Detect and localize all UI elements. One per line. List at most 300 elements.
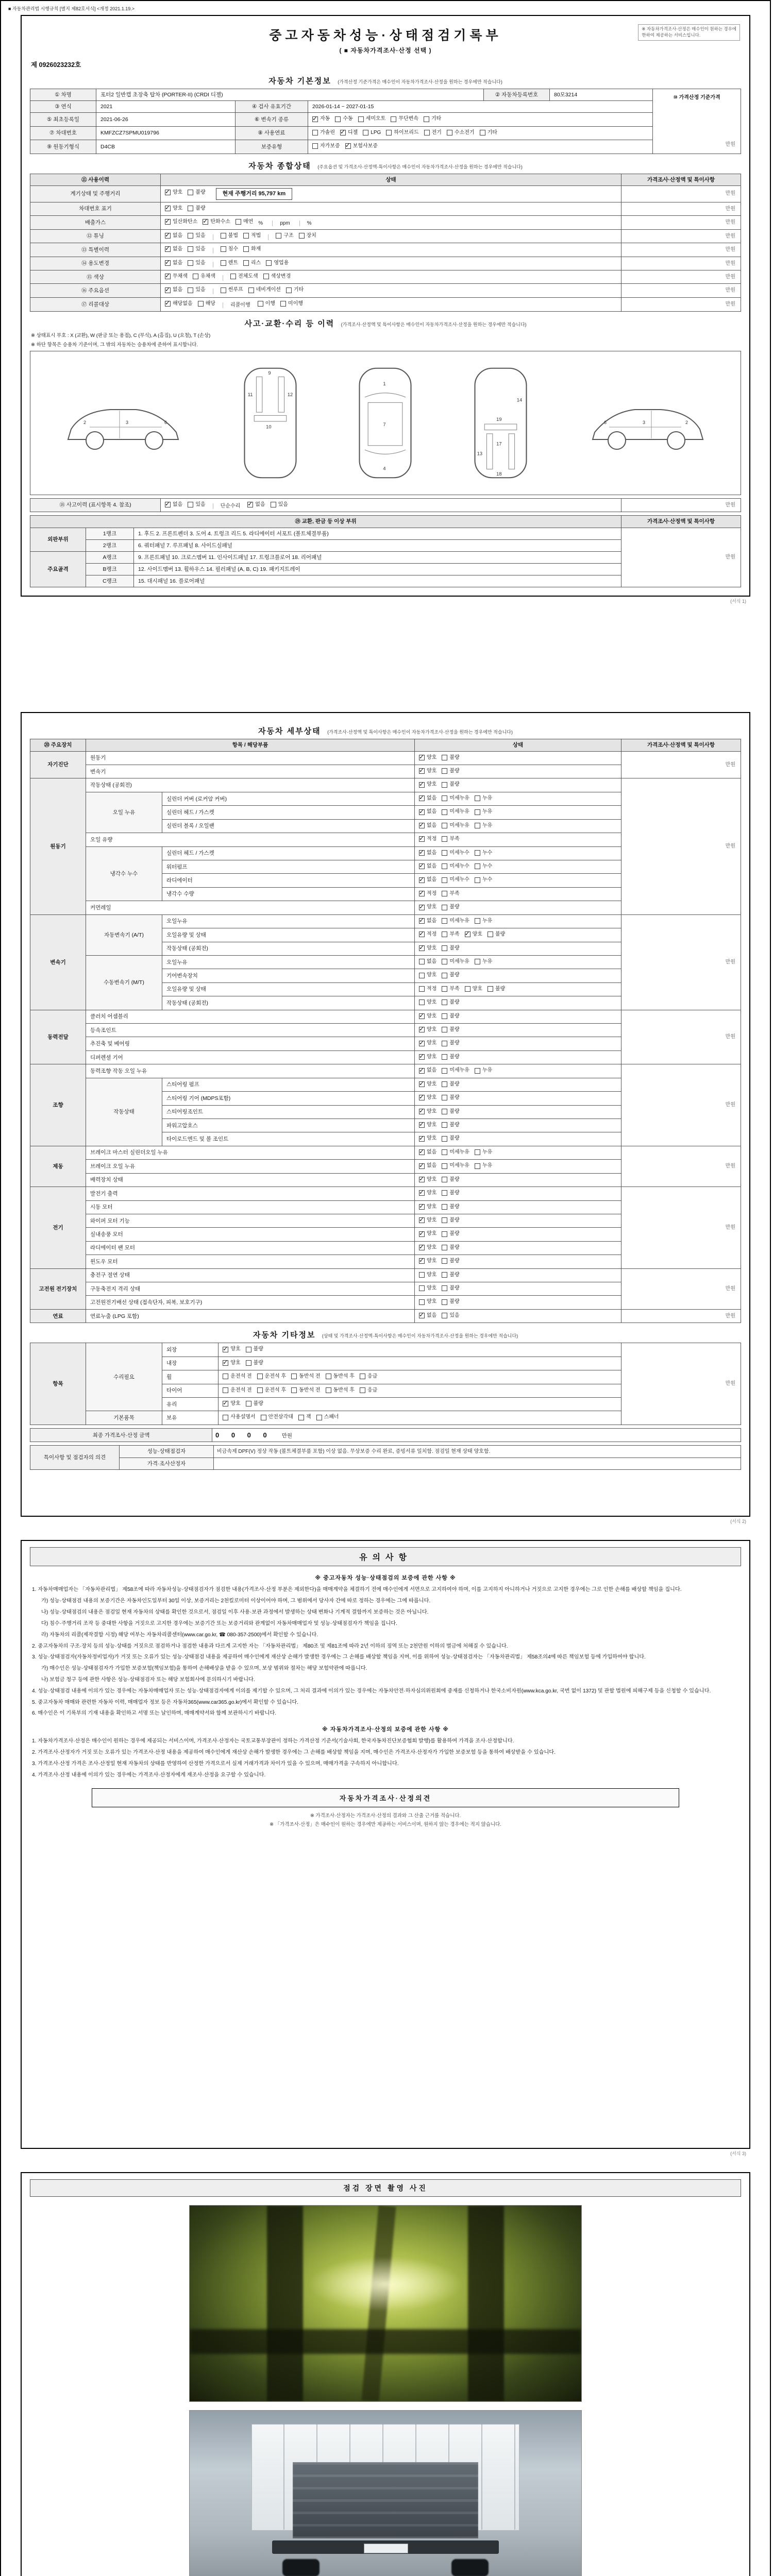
checkbox-양호[interactable] bbox=[419, 1298, 436, 1306]
checkbox-미세누유[interactable] bbox=[442, 1067, 469, 1074]
checkbox-스패너[interactable] bbox=[316, 1414, 339, 1421]
group-label: 조향 bbox=[30, 1064, 86, 1146]
checkbox-icon bbox=[442, 973, 447, 978]
detail-row bbox=[30, 1010, 741, 1023]
group-label: 변속기 bbox=[30, 914, 86, 1010]
checkbox-디젤[interactable] bbox=[340, 129, 358, 137]
notice-paragraph: 다) 침수·주행거리 조작 등 중대한 사항을 거짓으로 고지한 경우에는 보증기간 또는 보증거리와 관계없이 자동차매매업자 및 성능·상태점검자가 책임을 집니다. bbox=[41, 1620, 397, 1626]
checkbox-일산화탄소[interactable] bbox=[165, 218, 197, 226]
checkbox-미세누수[interactable] bbox=[442, 876, 469, 884]
checkbox-있음[interactable] bbox=[188, 286, 205, 294]
checkbox-label: 장치 bbox=[306, 232, 316, 239]
checkbox-icon bbox=[475, 1068, 480, 1074]
detail-row bbox=[30, 751, 741, 765]
checkbox-양호[interactable] bbox=[419, 999, 436, 1006]
remarks-row-appraiser bbox=[30, 1458, 741, 1469]
svg-text:10: 10 bbox=[266, 424, 272, 430]
vehicle-name-label: ① 차명 bbox=[30, 89, 96, 101]
checkbox-icon bbox=[360, 1387, 365, 1393]
checkbox-label: 양호 bbox=[472, 931, 482, 938]
checkbox-icon bbox=[442, 1299, 447, 1305]
item-label: 디퍼렌셜 기어 bbox=[86, 1050, 415, 1064]
checkbox-누수[interactable] bbox=[475, 876, 492, 884]
remarks-table bbox=[30, 1445, 741, 1469]
checkbox-장치[interactable] bbox=[299, 232, 316, 240]
checkbox-양호[interactable] bbox=[419, 1026, 436, 1033]
basic-row-engine bbox=[30, 140, 741, 154]
checkbox-불량[interactable] bbox=[442, 972, 459, 979]
item-state bbox=[415, 1037, 621, 1050]
checkbox-미세누수[interactable] bbox=[442, 863, 469, 870]
checkbox-미이행[interactable] bbox=[280, 300, 303, 308]
checkbox-미세누유[interactable] bbox=[442, 822, 469, 829]
checkbox-label: 잭 bbox=[306, 1414, 311, 1420]
item-label: 동력조향 작동 오일 누유 bbox=[86, 1064, 415, 1078]
checkbox-불량[interactable] bbox=[442, 754, 459, 761]
item-label: 시동 모터 bbox=[86, 1200, 415, 1214]
checkbox-불량[interactable] bbox=[442, 1190, 459, 1197]
checkbox-부족[interactable] bbox=[442, 986, 459, 993]
checkbox-자가보증[interactable] bbox=[312, 143, 340, 150]
appraiser-remark bbox=[214, 1458, 741, 1469]
checkbox-불량[interactable] bbox=[188, 205, 205, 212]
checkbox-불량[interactable] bbox=[246, 1400, 263, 1408]
checkbox-icon bbox=[257, 1374, 263, 1379]
checkbox-label: 스패너 bbox=[324, 1414, 339, 1420]
svg-text:17: 17 bbox=[496, 441, 502, 447]
checkbox-label: 매연 bbox=[243, 219, 254, 225]
checkbox-양호[interactable] bbox=[419, 1040, 436, 1047]
item-label: 기어변속장치 bbox=[162, 969, 415, 982]
checkbox-없음[interactable] bbox=[419, 1067, 436, 1074]
checkbox-미세누유[interactable] bbox=[442, 1162, 469, 1170]
checkbox-기타[interactable] bbox=[424, 115, 441, 123]
checkbox-없음[interactable] bbox=[419, 863, 436, 870]
item-label: 구동축전지 격리 상태 bbox=[86, 1282, 415, 1296]
transmission-options bbox=[308, 113, 653, 126]
checkbox-불량[interactable] bbox=[442, 999, 459, 1006]
checkbox-label: 불량 bbox=[449, 1081, 460, 1087]
checkbox-양호[interactable] bbox=[419, 1285, 436, 1292]
engine-type-value: D4CB bbox=[96, 140, 236, 154]
checkbox-누수[interactable] bbox=[475, 863, 492, 870]
checkbox-수동[interactable] bbox=[335, 115, 352, 123]
checkbox-불량[interactable] bbox=[442, 1258, 459, 1265]
checkbox-없음[interactable] bbox=[419, 1149, 436, 1156]
checkbox-있음[interactable] bbox=[188, 260, 205, 267]
detail-header bbox=[30, 725, 741, 736]
appraiser-role-label: 가격·조사산정자 bbox=[120, 1458, 214, 1469]
checkbox-icon bbox=[419, 1217, 425, 1223]
checkbox-미세누유[interactable] bbox=[442, 918, 469, 925]
checkbox-기타[interactable] bbox=[480, 129, 497, 137]
checkbox-불량[interactable] bbox=[442, 1040, 459, 1047]
checkbox-없음[interactable] bbox=[247, 501, 265, 509]
checkbox-icon bbox=[188, 260, 193, 266]
checkbox-불량[interactable] bbox=[442, 1094, 459, 1101]
checkbox-label: 무채색 bbox=[173, 274, 188, 280]
checkbox-icon bbox=[419, 809, 425, 815]
checkbox-없음[interactable] bbox=[419, 808, 436, 816]
item-label: 타이어 bbox=[162, 1384, 219, 1397]
checkbox-label: 자동 bbox=[320, 116, 330, 122]
svg-text:3: 3 bbox=[126, 419, 129, 425]
item-state bbox=[415, 778, 621, 792]
checkbox-있음[interactable] bbox=[188, 246, 205, 253]
checkbox-응급[interactable] bbox=[360, 1373, 377, 1380]
checkbox-label: 양호 bbox=[472, 986, 482, 992]
item-label: 실린더 커버 (로커암 커버) bbox=[162, 792, 415, 805]
checkbox-수소전기[interactable] bbox=[447, 129, 475, 137]
checkbox-사용설명서[interactable] bbox=[223, 1414, 255, 1421]
checkbox-없음[interactable] bbox=[165, 246, 182, 253]
checkbox-미세누유[interactable] bbox=[442, 808, 469, 816]
checkbox-불량[interactable] bbox=[442, 1108, 459, 1115]
subgroup-label: 자동변속기 (A/T) bbox=[86, 914, 162, 955]
basic-info-subtitle: (가격산정 기준가격은 매수인이 자동차가격조사·산정을 원하는 경우에만 적습니다) bbox=[338, 79, 502, 84]
overall-row-label: ⑯ 주요옵션 bbox=[30, 284, 161, 297]
checkbox-안전삼각대[interactable] bbox=[261, 1414, 293, 1421]
checkbox-양호[interactable] bbox=[419, 1190, 436, 1197]
checkbox-불량[interactable] bbox=[488, 986, 505, 993]
checkbox-icon bbox=[442, 809, 447, 815]
checkbox-양호[interactable] bbox=[419, 781, 436, 788]
checkbox-label: 미세누수 bbox=[449, 863, 469, 869]
item-label: 스티어링조인트 bbox=[162, 1105, 415, 1118]
checkbox-가솔린[interactable] bbox=[312, 129, 335, 137]
checkbox-icon bbox=[419, 755, 425, 760]
checkbox-탄화수소[interactable] bbox=[203, 218, 230, 226]
checkbox-불량[interactable] bbox=[442, 1176, 459, 1183]
checkbox-세미오토[interactable] bbox=[358, 115, 386, 123]
checkbox-부족[interactable] bbox=[442, 836, 459, 843]
checkbox-양호[interactable] bbox=[223, 1400, 240, 1408]
checkbox-누유[interactable] bbox=[475, 1149, 492, 1156]
checkbox-없음[interactable] bbox=[419, 918, 436, 925]
checkbox-기타[interactable] bbox=[286, 286, 304, 294]
checkbox-label: 불량 bbox=[449, 782, 460, 788]
checkbox-불량[interactable] bbox=[442, 1026, 459, 1033]
inline-text: 단순수리 bbox=[220, 503, 241, 509]
checkbox-양호[interactable] bbox=[419, 1081, 436, 1088]
checkbox-잭[interactable] bbox=[298, 1414, 311, 1421]
checkbox-유채색[interactable] bbox=[193, 273, 215, 280]
checkbox-양호[interactable] bbox=[165, 189, 182, 196]
checkbox-없음[interactable] bbox=[165, 286, 182, 294]
checkbox-icon bbox=[419, 877, 425, 883]
checkbox-있음[interactable] bbox=[271, 501, 288, 509]
checkbox-icon bbox=[419, 931, 425, 937]
checkbox-있음[interactable] bbox=[188, 501, 205, 509]
svg-text:9: 9 bbox=[268, 370, 271, 376]
final-price-row bbox=[30, 1428, 741, 1442]
checkbox-없음[interactable] bbox=[419, 958, 436, 965]
checkbox-동반석 후[interactable] bbox=[326, 1373, 355, 1380]
checkbox-불량[interactable] bbox=[442, 1135, 459, 1142]
reg-no-label: ② 자동차등록번호 bbox=[484, 89, 550, 101]
checkbox-양호[interactable] bbox=[419, 1013, 436, 1020]
page-mark-3: (서식 3) bbox=[730, 2151, 746, 2157]
checkbox-불량[interactable] bbox=[246, 1346, 263, 1353]
checkbox-양호[interactable] bbox=[419, 1204, 436, 1211]
checkbox-label: 양호 bbox=[427, 1299, 437, 1305]
checkbox-icon bbox=[419, 1313, 425, 1318]
inline-text: 리콜이행 bbox=[230, 302, 250, 309]
checkbox-label: 불량 bbox=[449, 1013, 460, 1019]
checkbox-양호[interactable] bbox=[465, 931, 482, 938]
checkbox-적정[interactable] bbox=[419, 931, 436, 938]
checkbox-label: 침수 bbox=[228, 246, 238, 252]
checkbox-부족[interactable] bbox=[442, 931, 459, 938]
photo-work-light bbox=[307, 2257, 464, 2311]
checkbox-icon bbox=[236, 219, 241, 225]
checkbox-양호[interactable] bbox=[419, 1054, 436, 1061]
checkbox-불량[interactable] bbox=[442, 781, 459, 788]
checkbox-미세누수[interactable] bbox=[442, 850, 469, 857]
checkbox-불량[interactable] bbox=[442, 945, 459, 952]
checkbox-불량[interactable] bbox=[442, 1204, 459, 1211]
subgroup-label: 냉각수 누수 bbox=[86, 846, 162, 901]
group-price: 만원 bbox=[621, 1268, 741, 1309]
checkbox-해당없음[interactable] bbox=[165, 300, 193, 308]
car-diagram-top-front bbox=[238, 364, 303, 482]
svg-text:3: 3 bbox=[642, 419, 645, 425]
checkbox-양호[interactable] bbox=[419, 945, 436, 952]
checkbox-적정[interactable] bbox=[419, 890, 436, 897]
checkbox-label: 전체도색 bbox=[238, 274, 258, 280]
checkbox-label: 양호 bbox=[427, 972, 437, 978]
checkbox-부족[interactable] bbox=[442, 890, 459, 897]
checkbox-침수[interactable] bbox=[221, 246, 238, 253]
checkbox-label: 미세누유 bbox=[449, 809, 469, 815]
checkbox-양호[interactable] bbox=[419, 1230, 436, 1238]
checkbox-없음[interactable] bbox=[165, 232, 182, 240]
checkbox-icon bbox=[165, 206, 171, 211]
checkbox-icon bbox=[442, 918, 447, 924]
checkbox-불량[interactable] bbox=[442, 1230, 459, 1238]
checkbox-누유[interactable] bbox=[475, 808, 492, 816]
overall-row bbox=[30, 257, 741, 270]
checkbox-label: 구조 bbox=[283, 232, 294, 239]
checkbox-매연[interactable] bbox=[236, 218, 253, 226]
checkbox-불량[interactable] bbox=[442, 1054, 459, 1061]
checkbox-label: 없음 bbox=[427, 1067, 437, 1074]
checkbox-label: 누유 bbox=[482, 1163, 493, 1169]
item-label: 브레이크 오일 누유 bbox=[86, 1160, 415, 1173]
checkbox-누유[interactable] bbox=[475, 918, 492, 925]
checkbox-icon bbox=[442, 850, 447, 856]
checkbox-label: 불량 bbox=[449, 1204, 460, 1210]
item-label: 파워고압호스 bbox=[162, 1119, 415, 1132]
overall-row-label: ⑮ 색상 bbox=[30, 270, 161, 284]
checkbox-누유[interactable] bbox=[475, 958, 492, 965]
section-main bbox=[21, 15, 750, 597]
checkbox-양호[interactable] bbox=[419, 1108, 436, 1115]
checkbox-불량[interactable] bbox=[442, 1013, 459, 1020]
checkbox-전기[interactable] bbox=[424, 129, 442, 137]
checkbox-불량[interactable] bbox=[188, 189, 205, 196]
checkbox-양호[interactable] bbox=[419, 1272, 436, 1279]
checkbox-화재[interactable] bbox=[243, 246, 261, 253]
checkbox-동반석 전[interactable] bbox=[291, 1387, 320, 1394]
notice-paragraph: 2. 중고자동차의 구조·장치 등의 성능·상태를 거짓으로 점검하거나 점검한 내용과 다르게 고지한 자는 「자동차관리법」 제80조 및 제81조에 따라 2년 이하의 징역 또는 2천만원 이하의 벌금에 처해질 수 있습니다. bbox=[32, 1643, 508, 1649]
checkbox-적법[interactable] bbox=[243, 232, 261, 240]
checkbox-누유[interactable] bbox=[475, 795, 492, 802]
car-damage-diagrams bbox=[30, 351, 741, 495]
checkbox-미세누유[interactable] bbox=[442, 795, 469, 802]
checkbox-양호[interactable] bbox=[419, 1094, 436, 1101]
checkbox-icon bbox=[243, 233, 249, 239]
checkbox-없음[interactable] bbox=[419, 822, 436, 829]
checkbox-불량[interactable] bbox=[442, 1272, 459, 1279]
item-state bbox=[415, 1282, 621, 1296]
checkbox-없음[interactable] bbox=[419, 795, 436, 802]
vin-value: KMFZCZ7SPMU019796 bbox=[96, 126, 236, 140]
checkbox-불량[interactable] bbox=[488, 931, 505, 938]
overall-row-label: 차대번호 표기 bbox=[30, 202, 161, 215]
checkbox-양호[interactable] bbox=[419, 1135, 436, 1142]
checkbox-자동[interactable] bbox=[312, 115, 330, 123]
checkbox-네비게이션[interactable] bbox=[248, 286, 281, 294]
checkbox-label: 해당없음 bbox=[173, 300, 193, 307]
checkbox-label: 부족 bbox=[449, 931, 460, 938]
notice-paragraph: 3. 가격조사·산정 가격은 조사·산정일 현재 자동차의 상태를 반영하여 산정한 가격으로서 실제 거래가격과 차이가 있을 수 있으며, 매매가격을 구속하지 아니합니다. bbox=[32, 1760, 399, 1767]
checkbox-불량[interactable] bbox=[442, 904, 459, 911]
checkbox-양호[interactable] bbox=[419, 1122, 436, 1129]
checkbox-있음[interactable] bbox=[442, 1312, 459, 1319]
item-state bbox=[415, 1309, 621, 1323]
section-gap bbox=[1, 1524, 770, 1538]
checkbox-운전석 후[interactable] bbox=[257, 1387, 286, 1394]
group-label: 자기진단 bbox=[30, 751, 86, 778]
checkbox-양호[interactable] bbox=[419, 1217, 436, 1224]
checkbox-icon bbox=[326, 1387, 331, 1393]
checkbox-적정[interactable] bbox=[419, 836, 436, 843]
checkbox-label: 미세누수 bbox=[449, 877, 469, 883]
checkbox-icon bbox=[475, 959, 480, 964]
overall-row-state bbox=[161, 297, 621, 311]
checkbox-icon bbox=[193, 274, 198, 279]
checkbox-누유[interactable] bbox=[475, 1162, 492, 1170]
checkbox-동반석 후[interactable] bbox=[326, 1387, 355, 1394]
checkbox-label: 양호 bbox=[427, 1176, 437, 1182]
checkbox-label: 응급 bbox=[367, 1387, 378, 1393]
page-break-gap bbox=[1, 604, 770, 710]
checkbox-icon bbox=[419, 768, 425, 774]
checkbox-양호[interactable] bbox=[419, 1176, 436, 1183]
checkbox-보험사보증[interactable] bbox=[345, 143, 378, 150]
checkbox-불량[interactable] bbox=[442, 1285, 459, 1292]
item-label: 라디에이터 bbox=[162, 874, 415, 887]
checkbox-누유[interactable] bbox=[475, 1067, 492, 1074]
checkbox-없음[interactable] bbox=[165, 501, 182, 509]
item-label: 연료누출 (LPG 포함) bbox=[86, 1309, 415, 1323]
checkbox-양호[interactable] bbox=[419, 904, 436, 911]
checkbox-운전석 후[interactable] bbox=[257, 1373, 286, 1380]
checkbox-적정[interactable] bbox=[419, 986, 436, 993]
checkbox-label: 없음 bbox=[173, 246, 183, 252]
checkbox-무채색[interactable] bbox=[165, 273, 188, 280]
final-price-value-cell bbox=[212, 1428, 741, 1442]
checkbox-렌트[interactable] bbox=[221, 260, 238, 267]
group-label: 고전원 전기장치 bbox=[30, 1268, 86, 1309]
checkbox-이행[interactable] bbox=[258, 300, 275, 308]
checkbox-있음[interactable] bbox=[188, 232, 205, 240]
checkbox-없음[interactable] bbox=[419, 876, 436, 884]
checkbox-미세누유[interactable] bbox=[442, 1149, 469, 1156]
svg-text:11: 11 bbox=[248, 392, 253, 397]
checkbox-하이브리드[interactable] bbox=[386, 129, 418, 137]
checkbox-구조[interactable] bbox=[276, 232, 293, 240]
checkbox-해당[interactable] bbox=[198, 300, 215, 308]
overall-row-price: 만원 bbox=[621, 284, 741, 297]
checkbox-색상변경[interactable] bbox=[263, 273, 291, 280]
checkbox-없음[interactable] bbox=[165, 260, 182, 267]
checkbox-양호[interactable] bbox=[223, 1346, 240, 1353]
checkbox-동반석 전[interactable] bbox=[291, 1373, 320, 1380]
checkbox-icon bbox=[221, 287, 226, 293]
checkbox-운전석 전[interactable] bbox=[223, 1387, 251, 1394]
subgroup-label: 수리필요 bbox=[86, 1343, 162, 1411]
checkbox-없음[interactable] bbox=[419, 850, 436, 857]
checkbox-label: 불법 bbox=[228, 232, 238, 239]
checkbox-영업용[interactable] bbox=[266, 260, 289, 267]
checkbox-전체도색[interactable] bbox=[230, 273, 258, 280]
checkbox-불법[interactable] bbox=[221, 232, 238, 240]
checkbox-썬루프[interactable] bbox=[221, 286, 243, 294]
checkbox-불량[interactable] bbox=[442, 768, 459, 775]
checkbox-없음[interactable] bbox=[419, 1312, 436, 1319]
checkbox-응급[interactable] bbox=[360, 1387, 377, 1394]
checkbox-LPG[interactable] bbox=[363, 129, 381, 137]
checkbox-양호[interactable] bbox=[419, 754, 436, 761]
parts-item-list: 9. 프론트패널 10. 크로스멤버 11. 인사이드패널 17. 트렁크플로어 18. 리어패널 bbox=[134, 551, 621, 563]
checkbox-없음[interactable] bbox=[419, 1162, 436, 1170]
checkbox-불량[interactable] bbox=[442, 1244, 459, 1251]
inline-text: % bbox=[307, 221, 312, 227]
checkbox-양호[interactable] bbox=[419, 768, 436, 775]
checkbox-icon bbox=[188, 233, 193, 239]
svg-text:2: 2 bbox=[83, 419, 87, 425]
checkbox-label: 동반석 후 bbox=[333, 1387, 355, 1393]
checkbox-label: 없음 bbox=[173, 260, 183, 266]
item-label: 원동기 bbox=[86, 751, 415, 765]
checkbox-누유[interactable] bbox=[475, 822, 492, 829]
checkbox-미세누유[interactable] bbox=[442, 958, 469, 965]
checkbox-label: 보험사보증 bbox=[352, 143, 378, 149]
checkbox-양호[interactable] bbox=[465, 986, 482, 993]
checkbox-양호[interactable] bbox=[223, 1360, 240, 1367]
checkbox-양호[interactable] bbox=[419, 1258, 436, 1265]
checkbox-무단변속[interactable] bbox=[391, 115, 418, 123]
overall-row-state bbox=[161, 243, 621, 257]
checkbox-불량[interactable] bbox=[442, 1298, 459, 1306]
detail-row bbox=[30, 1268, 741, 1282]
checkbox-불량[interactable] bbox=[442, 1081, 459, 1088]
checkbox-label: 누수 bbox=[482, 863, 493, 869]
checkbox-불량[interactable] bbox=[246, 1360, 263, 1367]
checkbox-양호[interactable] bbox=[419, 1244, 436, 1251]
checkbox-양호[interactable] bbox=[419, 972, 436, 979]
checkbox-양호[interactable] bbox=[165, 205, 182, 212]
checkbox-리스[interactable] bbox=[243, 260, 261, 267]
checkbox-불량[interactable] bbox=[442, 1122, 459, 1129]
checkbox-label: 동반석 후 bbox=[333, 1374, 355, 1380]
checkbox-운전석 전[interactable] bbox=[223, 1373, 251, 1380]
checkbox-icon bbox=[442, 1081, 447, 1087]
checkbox-누수[interactable] bbox=[475, 850, 492, 857]
checkbox-불량[interactable] bbox=[442, 1217, 459, 1224]
